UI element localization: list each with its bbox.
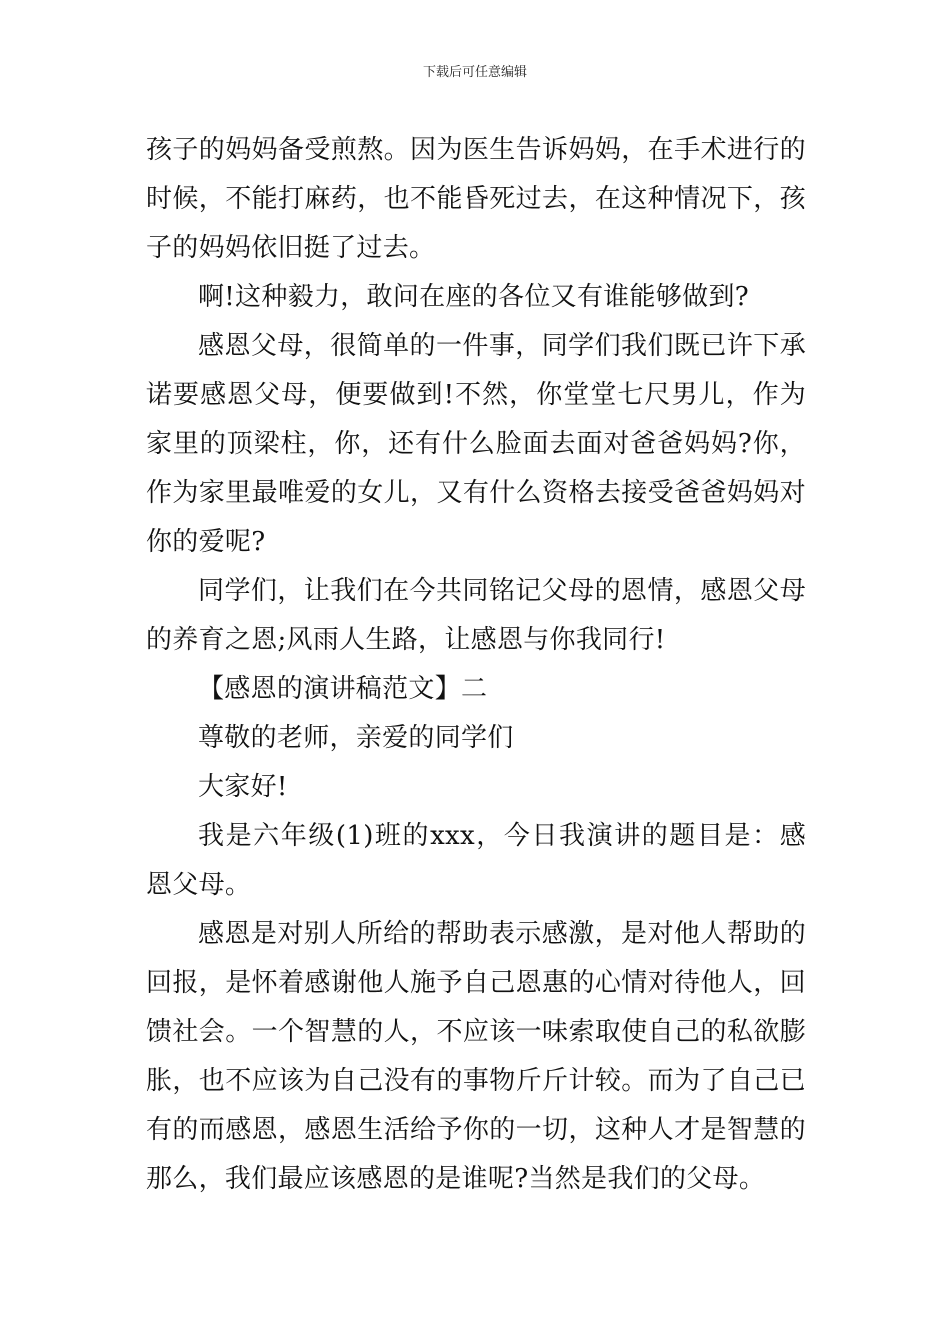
paragraph-4: 同学们，让我们在今共同铭记父母的恩情，感恩父母的养育之恩;风雨人生路，让感恩与你我同行!	[146, 576, 806, 655]
greeting: 大家好!	[198, 772, 288, 802]
paragraph-1: 孩子的妈妈备受煎熬。因为医生告诉妈妈，在手术进行的时候，不能打麻药，也不能昏死过去，在这种情况下，孩子的妈妈依旧挺了过去。	[146, 135, 806, 263]
document-body	[146, 126, 806, 1204]
section-heading: 【感恩的演讲稿范文】二	[198, 674, 488, 704]
paragraph-3: 感恩父母，很简单的一件事，同学们我们既已许下承诺要感恩父母，便要做到!不然，你堂堂七尺男儿，作为家里的顶梁柱，你，还有什么脸面去面对爸爸妈妈?你，作为家里最唯爱的女儿，又有什么资格去接受爸爸妈妈对你的爱呢?	[146, 331, 806, 557]
salutation: 尊敬的老师，亲爱的同学们	[198, 723, 514, 753]
paragraph-9: 感恩是对别人所给的帮助表示感激，是对他人帮助的回报，是怀着感谢他人施予自己恩惠的心情对待他人，回馈社会。一个智慧的人，不应该一味索取使自己的私欲膨胀，也不应该为自己没有的事物斤斤计较。而为了自己已有的而感恩，感恩生活给予你的一切，这种人才是智慧的那么，我们最应该感恩的是谁呢?当然是我们的父母。	[146, 919, 806, 1194]
paragraph-8: 我是六年级(1)班的xxx，今日我演讲的题目是：感恩父母。	[146, 821, 806, 900]
paragraph-2: 啊!这种毅力，敢问在座的各位又有谁能够做到?	[198, 282, 749, 312]
page-header: 下载后可任意编辑	[422, 65, 527, 80]
